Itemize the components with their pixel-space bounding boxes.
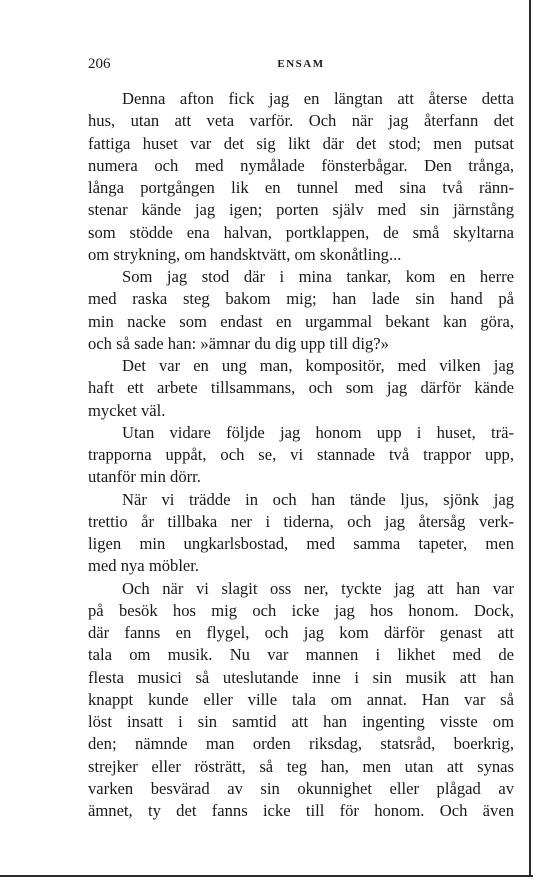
text-line: knappt kunde eller ville tala om annat. Han var så <box>88 689 514 709</box>
text-line: tala om musik. Nu var mannen i likhet med de <box>88 645 514 665</box>
text-line: min nacke som endast en urgammal bekant kan göra, <box>88 311 514 331</box>
text-line: mycket väl. <box>88 400 166 420</box>
text-line: om strykning, om handsktvätt, om skonåtling... <box>88 244 402 264</box>
text-line: löst insatt i sin samtid att han ingenting visste om <box>88 712 514 731</box>
text-line: haft ett arbete tillsammans, och som jag därför kände <box>88 378 514 398</box>
text-line: där fanns en flygel, och jag kom därför genast att <box>88 623 514 642</box>
page-edge-bottom <box>0 875 533 877</box>
text-line: Utan vidare följde jag honom upp i huset, trä- <box>122 422 514 442</box>
text-line: fattiga huset var det sig likt där det stod; men putsat <box>88 133 514 153</box>
text-line: Och när vi slagit oss ner, tyckte jag att han var <box>122 578 514 598</box>
text-line: trapporna uppåt, och se, vi stannade två trappor upp, <box>88 445 514 464</box>
body-text <box>88 88 514 822</box>
paragraph <box>88 578 514 823</box>
paragraph <box>88 266 514 355</box>
text-line: När vi trädde in och han tände ljus, sjönk jag <box>122 489 514 509</box>
paragraph <box>88 88 514 266</box>
paragraph <box>88 355 514 422</box>
text-line: den; nämnde man orden riksdag, statsråd, boerkrig, <box>88 734 514 754</box>
text-line: ligen min ungkarlsbostad, med samma tapeter, men <box>88 534 514 553</box>
text-line: utanför min dörr. <box>88 467 201 487</box>
text-line: med nya möbler. <box>88 556 200 576</box>
paragraph <box>88 422 514 489</box>
text-line: strejker eller rösträtt, så teg han, men utan att synas <box>88 756 514 776</box>
text-line: med raska steg bakom mig; han lade sin hand på <box>88 289 514 309</box>
page-edge-right <box>529 0 531 876</box>
text-line: stenar kände jag igen; porten själv med sin järnstång <box>88 200 514 220</box>
paragraph <box>88 489 514 578</box>
text-line: varken besvärad av sin okunnighet eller plågad av <box>88 778 514 798</box>
text-line: hus, utan att veta varför. Och när jag återfann det <box>88 111 514 131</box>
text-line: trettio år tillbaka ner i tiderna, och jag återsåg verk- <box>88 511 514 531</box>
running-title: ENSAM <box>277 58 325 70</box>
text-line: ämnet, ty det fanns icke till för honom. Och även <box>88 801 514 820</box>
page-number: 206 <box>88 56 111 72</box>
text-line: flesta musici så uteslutande inne i sin musik att han <box>88 667 514 687</box>
text-line: Denna afton fick jag en längtan att återse detta <box>122 89 514 108</box>
text-line: som stödde ena halvan, portklappen, de små skyltarna <box>88 222 514 242</box>
page-header <box>88 56 514 76</box>
text-line: på besök hos mig och icke jag hos honom. Dock, <box>88 600 514 620</box>
text-line: och så sade han: »ämnar du dig upp till dig?» <box>88 333 389 353</box>
text-line: långa portgången lik en tunnel med sina två ränn- <box>88 178 514 197</box>
text-line: numera och med nymålade fönsterbågar. Den trånga, <box>88 155 514 175</box>
text-line: Det var en ung man, kompositör, med vilken jag <box>122 356 514 375</box>
text-line: Som jag stod där i mina tankar, kom en herre <box>122 267 514 286</box>
